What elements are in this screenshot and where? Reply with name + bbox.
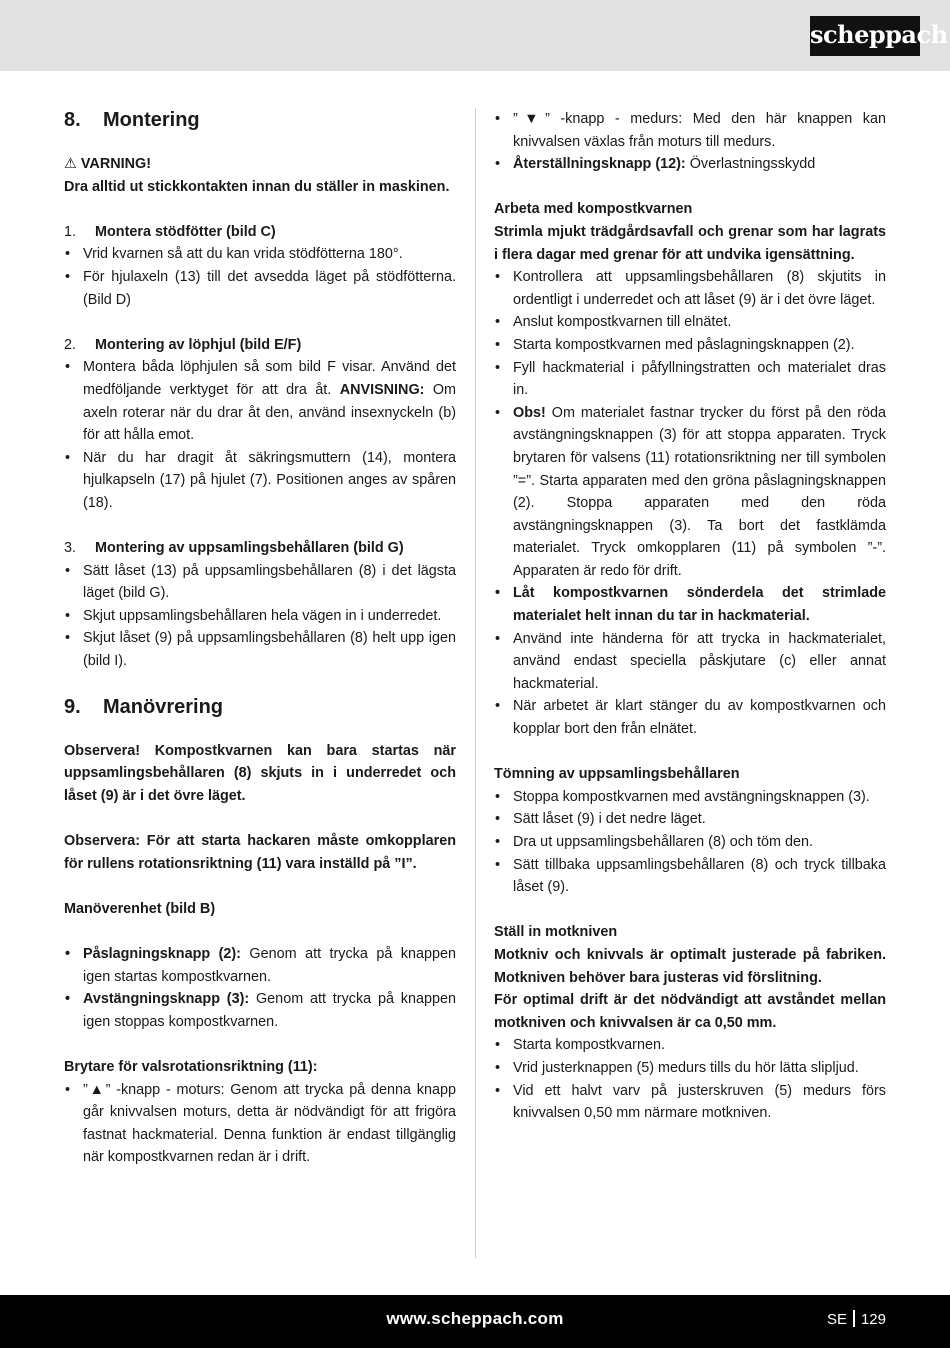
list-item: • ”▼” -knapp - medurs: Med den här knappen kan knivvalsen växlas från moturs till medurs. — [494, 108, 886, 153]
list-item: • Sätt tillbaka uppsamlingsbehållaren (8) och tryck tillbaka låset (9). — [494, 854, 886, 899]
switch-list — [64, 1079, 456, 1169]
section-8-heading: 8. Montering — [64, 109, 200, 131]
footer-url[interactable]: www.scheppach.com — [386, 1309, 564, 1328]
column-divider — [475, 108, 476, 1258]
list-item: • Kontrollera att uppsamlingsbehållaren (8) skjutits in ordentligt i underredet och att låset (9) är i det övre läget. — [494, 266, 886, 311]
emptying-list — [494, 786, 886, 899]
section-9-heading: 9. Manövrering — [64, 695, 224, 718]
list-item: • Låt kompostkvarnen sönderdela det strimlade materialet helt innan du tar in hackmaterial. — [494, 582, 886, 627]
list-item: • Anslut kompostkvarnen till elnätet. — [494, 311, 886, 334]
work-intro: Strimla mjukt trädgårdsavfall och grenar som har lagrats i flera dagar med grenar för att undvika igensättning. — [494, 223, 886, 263]
list-item: • Sätt låset (9) i det nedre läget. — [494, 808, 886, 831]
list-item: • Avstängningsknapp (3): Genom att trycka på knappen igen stoppas kompostkvarnen. — [64, 988, 456, 1033]
list-item: • Skjut låset (9) på uppsamlingsbehållaren (8) helt upp igen (bild I). — [64, 627, 456, 672]
step1-list — [64, 243, 456, 311]
list-item: • Starta kompostkvarnen med påslagningsknappen (2). — [494, 334, 886, 357]
step2-heading: 2. Montering av löphjul (bild E/F) — [64, 336, 302, 353]
step1-heading: 1. Montera stödfötter (bild C) — [64, 223, 276, 240]
left-column — [64, 108, 456, 1169]
control-unit-heading: Manöverenhet (bild B) — [64, 900, 216, 917]
warning-icon: ⚠ — [64, 156, 77, 172]
list-item: • Fyll hackmaterial i påfyllningstratten och materialet dras in. — [494, 357, 886, 402]
list-item: • Vid ett halvt varv på justerskruven (5) medurs förs knivvalsen 0,50 mm närmare motkniven. — [494, 1080, 886, 1125]
list-item: • ”▲” -knapp - moturs: Genom att trycka på denna knapp går knivvalsen moturs, detta är nödvändigt för att frigöra fastnat hackmaterial. Denna funktion är endast tillgänglig när kompostkvarnen redan är i drift. — [64, 1079, 456, 1169]
list-item: • Använd inte händerna för att trycka in hackmaterialet, använd endast speciella påskjutare (c) eller annat hackmaterial. — [494, 628, 886, 696]
work-list — [494, 266, 886, 740]
control-unit-list — [64, 943, 456, 1033]
emptying-heading: Tömning av uppsamlingsbehållaren — [494, 766, 740, 783]
list-item: • Skjut uppsamlingsbehållaren hela vägen in i underredet. — [64, 605, 456, 628]
list-item: • Vrid kvarnen så att du kan vrida stödfötterna 180°. — [64, 243, 456, 266]
list-item: • Montera båda löphjulen så som bild F visar. Använd det medföljande verktyget för att dra åt. ANVISNING: Om axeln roterar när du drar åt den, använd insexnyckeln (b) för att hålla emot. — [64, 356, 456, 446]
list-item: • Dra ut uppsamlingsbehållaren (8) och töm den. — [494, 831, 886, 854]
step2-list — [64, 356, 456, 514]
brand-logo: scheppach — [810, 16, 920, 56]
observe-note-2: Observera: För att starta hackaren måste omkopplaren för rullens rotationsriktning (11) vara inställd på ”I”. — [64, 833, 456, 872]
switch-heading: Brytare för valsrotationsriktning (11): — [64, 1058, 318, 1075]
list-item: • Stoppa kompostkvarnen med avstängningsknappen (3). — [494, 786, 886, 809]
list-item: • Starta kompostkvarnen. — [494, 1034, 886, 1057]
switch-list-continued — [494, 108, 886, 176]
list-item: • Obs! Om materialet fastnar trycker du först på den röda avstängningsknappen (3) för att stoppa apparaten. Tryck brytaren för valsens (11) rotationsriktning ner till symbolen ”=”. Starta apparaten med den gröna påslagningsknappen (2). Stoppa apparaten med den röda avstängningsknappen (3). Ta bort det fastklämda materialet. Tryck omkopplaren (11) på symbolen ”-”. Apparaten är redo för drift. — [494, 402, 886, 583]
page-number: 129 — [860, 1311, 886, 1328]
observe-note-1: Observera! Kompostkvarnen kan bara startas när uppsamlingsbehållaren (8) skjuts in i underredet och låset (9) är i det övre läget. — [64, 742, 456, 804]
header-bar — [0, 0, 950, 71]
counter-knife-list — [494, 1034, 886, 1124]
list-item: • När du har dragit åt säkringsmuttern (14), montera hjulkapseln (17) på hjulet (7). Positionen anges av spåren (18). — [64, 447, 456, 515]
page-info — [827, 1310, 886, 1328]
right-column — [494, 108, 886, 1125]
list-item: • Påslagningsknapp (2): Genom att trycka på knappen igen startas kompostkvarnen. — [64, 943, 456, 988]
list-item: • Vrid justerknappen (5) medurs tills du hör lätta slipljud. — [494, 1057, 886, 1080]
counter-knife-heading: Ställ in motkniven — [494, 924, 618, 941]
step3-list — [64, 560, 456, 673]
list-item: • Återställningsknapp (12): Överlastningsskydd — [494, 153, 886, 176]
counter-knife-intro-1: Motkniv och knivvals är optimalt justerade på fabriken. Motkniven behöver bara justeras vid förslitning. — [494, 946, 886, 986]
work-heading: Arbeta med kompostkvarnen — [494, 201, 693, 218]
list-item: • Sätt låset (13) på uppsamlingsbehållaren (8) i det lägsta läget (bild G). — [64, 560, 456, 605]
counter-knife-intro-2: För optimal drift är det nödvändigt att avståndet mellan motkniven och knivvalsen är ca 0,50 mm. — [494, 992, 886, 1031]
language-code: SE — [826, 1311, 847, 1328]
step3-heading: 3. Montering av uppsamlingsbehållaren (bild G) — [64, 540, 404, 557]
warning-text: Dra alltid ut stickkontakten innan du ställer in maskinen. — [64, 178, 450, 195]
footer-bar — [0, 1295, 950, 1348]
list-item: • För hjulaxeln (13) till det avsedda läget på stödfötterna. (Bild D) — [64, 266, 456, 311]
separator — [853, 1310, 855, 1327]
warning-title: ⚠ VARNING! — [64, 156, 151, 172]
list-item: • När arbetet är klart stänger du av kompostkvarnen och kopplar bort den från elnätet. — [494, 695, 886, 740]
